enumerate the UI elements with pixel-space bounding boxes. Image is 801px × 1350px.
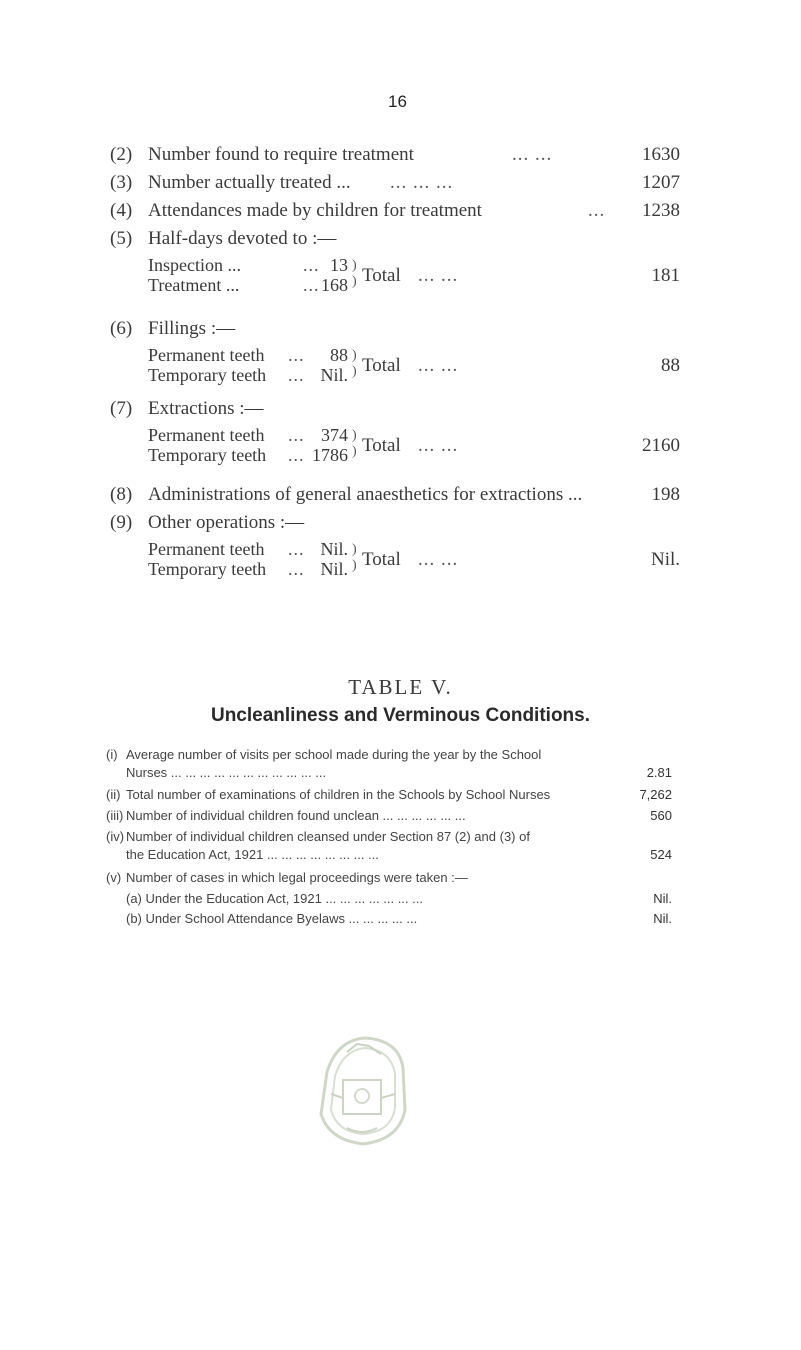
- sub-label: Permanent teeth: [148, 539, 265, 559]
- item-number: (8): [110, 484, 133, 505]
- item-row: [0, 172, 801, 198]
- row-value: 7,262: [639, 787, 672, 802]
- item-number: (6): [110, 318, 133, 339]
- row-number: (v): [106, 870, 122, 885]
- brace-icon: ) ): [352, 428, 357, 459]
- table-title: TABLE V.: [348, 675, 453, 699]
- total-value: 181: [651, 265, 680, 286]
- page-number: 16: [388, 92, 407, 111]
- group-heading: Extractions :—: [148, 398, 264, 419]
- sub-value: 13: [330, 255, 348, 275]
- row-text-cont: Nurses ... ... ... ... ... ... ... ... ... ... ...: [126, 765, 327, 780]
- row-text: (a) Under the Education Act, 1921 ... ... ... ... ... ... ...: [126, 891, 423, 906]
- leader-dots: ...: [288, 425, 305, 445]
- leader-dots: ... ... ...: [390, 172, 454, 193]
- row-text: Average number of visits per school made during the year by the School: [126, 747, 542, 762]
- sub-value: Nil.: [320, 559, 348, 579]
- row-number: (i): [106, 747, 118, 762]
- item-number: (5): [110, 228, 133, 249]
- row-value: 560: [650, 808, 672, 823]
- sub-label: Temporary teeth: [148, 559, 267, 579]
- sub-value: Nil.: [320, 539, 348, 559]
- item-label: Number found to require treatment: [148, 144, 414, 165]
- leader-dots: ...: [288, 445, 305, 465]
- brace-icon: ) ): [352, 258, 357, 289]
- total-value: Nil.: [650, 549, 680, 570]
- row-text: Number of cases in which legal proceedings were taken :—: [126, 870, 468, 885]
- leader-dots: ... ...: [512, 144, 553, 165]
- item-number: (4): [110, 200, 133, 221]
- row-value: 2.81: [646, 765, 672, 780]
- leader-dots: ...: [288, 365, 305, 385]
- leader-dots: ... ...: [418, 355, 459, 376]
- total-value: 2160: [642, 435, 680, 456]
- group-heading: Half-days devoted to :—: [148, 228, 337, 249]
- row-text: Number of individual children cleansed under Section 87 (2) and (3) of: [126, 829, 530, 844]
- brace-icon: ) ): [352, 542, 357, 573]
- leader-dots: ... ...: [418, 265, 459, 286]
- leader-dots: ...: [288, 345, 305, 365]
- item-label: Number actually treated ...: [148, 172, 351, 193]
- row-text: (b) Under School Attendance Byelaws ... ... ... ... ...: [126, 911, 418, 926]
- total-label: Total: [362, 265, 401, 286]
- total-value: 88: [661, 355, 680, 376]
- leader-dots: ...: [288, 559, 305, 579]
- sub-value: 168: [321, 275, 348, 295]
- sub-value: 374: [321, 425, 348, 445]
- item-value: 1207: [642, 172, 680, 193]
- item-number: (7): [110, 398, 133, 419]
- item-number: (3): [110, 172, 133, 193]
- total-label: Total: [362, 549, 401, 570]
- item-label: Administrations of general anaesthetics for extractions ...: [148, 484, 583, 505]
- item-value: 198: [651, 484, 680, 505]
- row-number: (iv): [106, 829, 125, 844]
- sub-value: 88: [330, 345, 348, 365]
- leader-dots: ... ...: [418, 549, 459, 570]
- row-value: 524: [650, 847, 672, 862]
- row-text-cont: the Education Act, 1921 ... ... ... ... ... ... ... ...: [126, 847, 379, 862]
- seal-emblem-icon: [307, 1032, 417, 1150]
- group-heading: Other operations :—: [148, 512, 305, 533]
- sub-label: Treatment ...: [148, 275, 240, 295]
- sub-label: Permanent teeth: [148, 345, 265, 365]
- brace-icon: ) ): [352, 348, 357, 379]
- table-subtitle: Uncleanliness and Verminous Conditions.: [210, 705, 591, 726]
- item-value: 1238: [642, 200, 680, 221]
- item-label: Attendances made by children for treatment: [148, 200, 482, 221]
- row-number: (ii): [106, 787, 121, 802]
- item-value: 1630: [642, 144, 680, 165]
- item-row: [0, 484, 801, 510]
- row-value: Nil.: [653, 911, 672, 926]
- total-label: Total: [362, 435, 401, 456]
- row-text: Number of individual children found unclean ... ... ... ... ... ...: [126, 808, 466, 823]
- item-row: [0, 144, 801, 170]
- leader-dots: ...: [303, 255, 320, 275]
- sub-label: Temporary teeth: [148, 445, 267, 465]
- item-number: (2): [110, 144, 133, 165]
- item-row: [0, 200, 801, 226]
- item-number: (9): [110, 512, 133, 533]
- sub-label: Inspection ...: [148, 255, 241, 275]
- leader-dots: ...: [303, 275, 320, 295]
- leader-dots: ...: [288, 539, 305, 559]
- row-value: Nil.: [653, 891, 672, 906]
- leader-dots: ... ...: [418, 435, 459, 456]
- total-label: Total: [362, 355, 401, 376]
- sub-value: 1786: [312, 445, 348, 465]
- sub-label: Permanent teeth: [148, 425, 265, 445]
- leader-dots: ...: [588, 200, 606, 221]
- sub-value: Nil.: [320, 365, 348, 385]
- row-number: (iii): [106, 808, 124, 823]
- sub-label: Temporary teeth: [148, 365, 267, 385]
- group-heading: Fillings :—: [148, 318, 236, 339]
- row-text: Total number of examinations of children in the Schools by School Nurses: [126, 787, 551, 802]
